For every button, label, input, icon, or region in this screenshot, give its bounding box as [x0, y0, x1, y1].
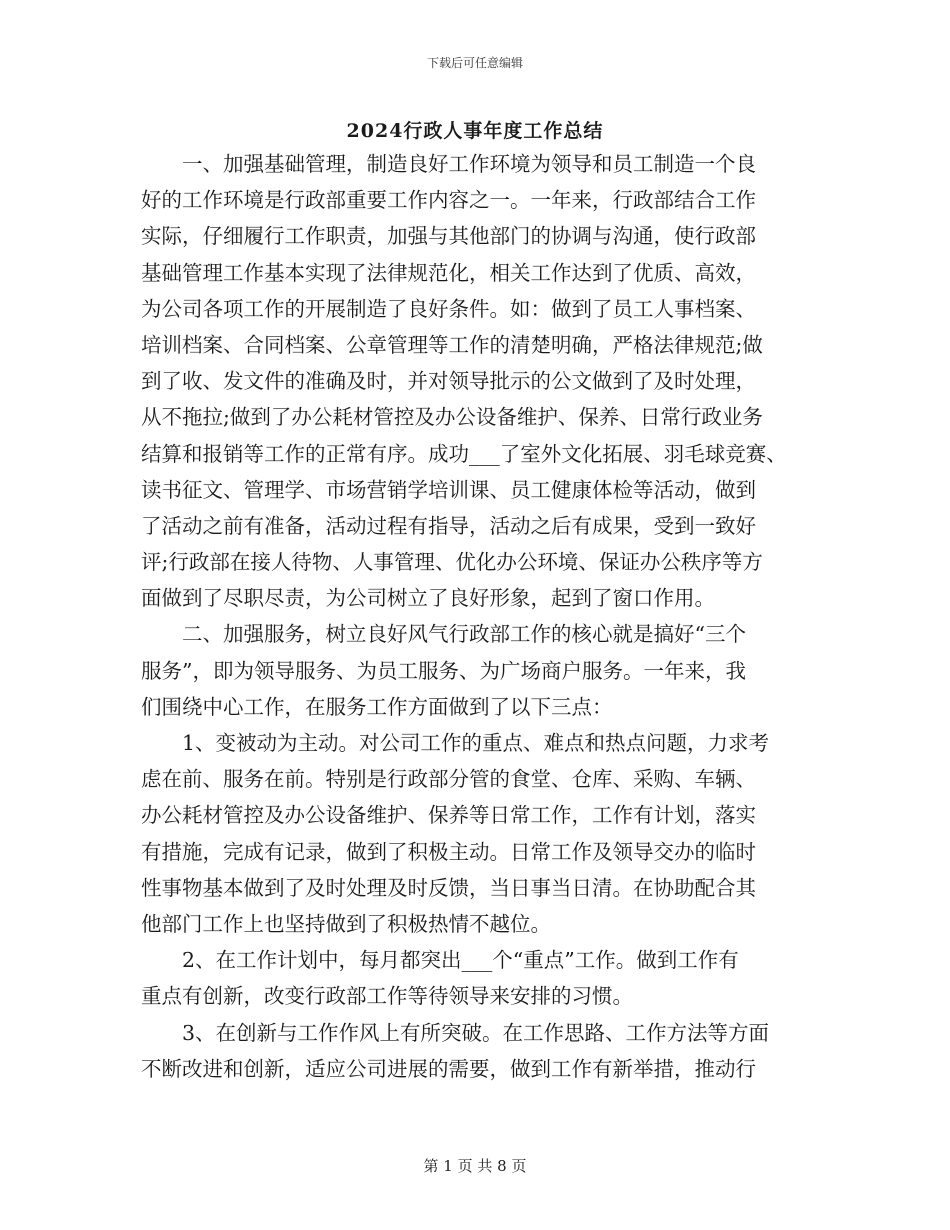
- body-line: 重点有创新，改变行政部工作等待领导来安排的习惯。: [141, 984, 633, 1009]
- body-line: 面做到了尽职尽责，为公司树立了良好形象，起到了窗口作用。: [141, 586, 715, 611]
- body-line: 虑在前、服务在前。特别是行政部分管的食堂、仓库、采购、车辆、: [141, 767, 756, 792]
- body-line: 3、在创新与工作作风上有所突破。在工作思路、工作方法等方面: [141, 1020, 770, 1045]
- body-line: 不断改进和创新，适应公司进展的需要，做到工作有新举措，推动行: [141, 1056, 756, 1081]
- body-line: 性事物基本做到了及时处理及时反馈，当日事当日清。在协助配合其: [141, 875, 756, 900]
- page-header-note: 下载后可任意编辑: [426, 56, 523, 70]
- body-line: 一、加强基础管理，制造良好工作环境为领导和员工制造一个良: [141, 152, 756, 176]
- body-line: 二、加强服务，树立良好风气行政部工作的核心就是搞好“三个: [141, 622, 746, 647]
- body-line: 为公司各项工作的开展制造了良好条件。如：做到了员工人事档案、: [141, 296, 756, 321]
- body-line: 他部门工作上也坚持做到了积极热情不越位。: [141, 911, 551, 936]
- body-line: 评;行政部在接人待物、人事管理、优化办公环境、保证办公秩序等方: [141, 550, 763, 575]
- body-line: 们围绕中心工作，在服务工作方面做到了以下三点：: [141, 694, 613, 719]
- body-line: 有措施，完成有记录，做到了积极主动。日常工作及领导交办的临时: [141, 839, 756, 864]
- body-line: 了活动之前有准备，活动过程有指导，活动之后有成果，受到一致好: [141, 513, 756, 538]
- body-line: 基础管理工作基本实现了法律规范化，相关工作达到了优质、高效，: [141, 260, 756, 285]
- body-line: 好的工作环境是行政部重要工作内容之一。一年来，行政部结合工作: [141, 188, 756, 213]
- body-line: 结算和报销等工作的正常有序。成功___了室外文化拓展、羽毛球竞赛、: [141, 441, 787, 466]
- body-line: 实际，仔细履行工作职责，加强与其他部门的协调与沟通，使行政部: [141, 224, 756, 249]
- page-footer: 第 1 页 共 8 页: [423, 1157, 527, 1175]
- document-title: 2024行政人事年度工作总结: [346, 120, 604, 142]
- body-line: 培训档案、合同档案、公章管理等工作的清楚明确，严格法律规范;做: [141, 332, 763, 357]
- body-line: 办公耗材管控及办公设备维护、保养等日常工作，工作有计划，落实: [141, 803, 756, 828]
- body-line: 2、在工作计划中，每月都突出___个“重点”工作。做到工作有: [141, 948, 739, 973]
- body-line: 到了收、发文件的准确及时，并对领导批示的公文做到了及时处理，: [141, 369, 756, 394]
- body-line: 1、变被动为主动。对公司工作的重点、难点和热点问题，力求考: [141, 731, 770, 755]
- body-line: 服务”，即为领导服务、为员工服务、为广场商户服务。一年来，我: [141, 658, 746, 683]
- body-line: 从不拖拉;做到了办公耗材管控及办公设备维护、保养、日常行政业务: [141, 405, 763, 430]
- body-line: 读书征文、管理学、市场营销学培训课、员工健康体检等活动，做到: [141, 477, 756, 502]
- document-body: [141, 146, 821, 1087]
